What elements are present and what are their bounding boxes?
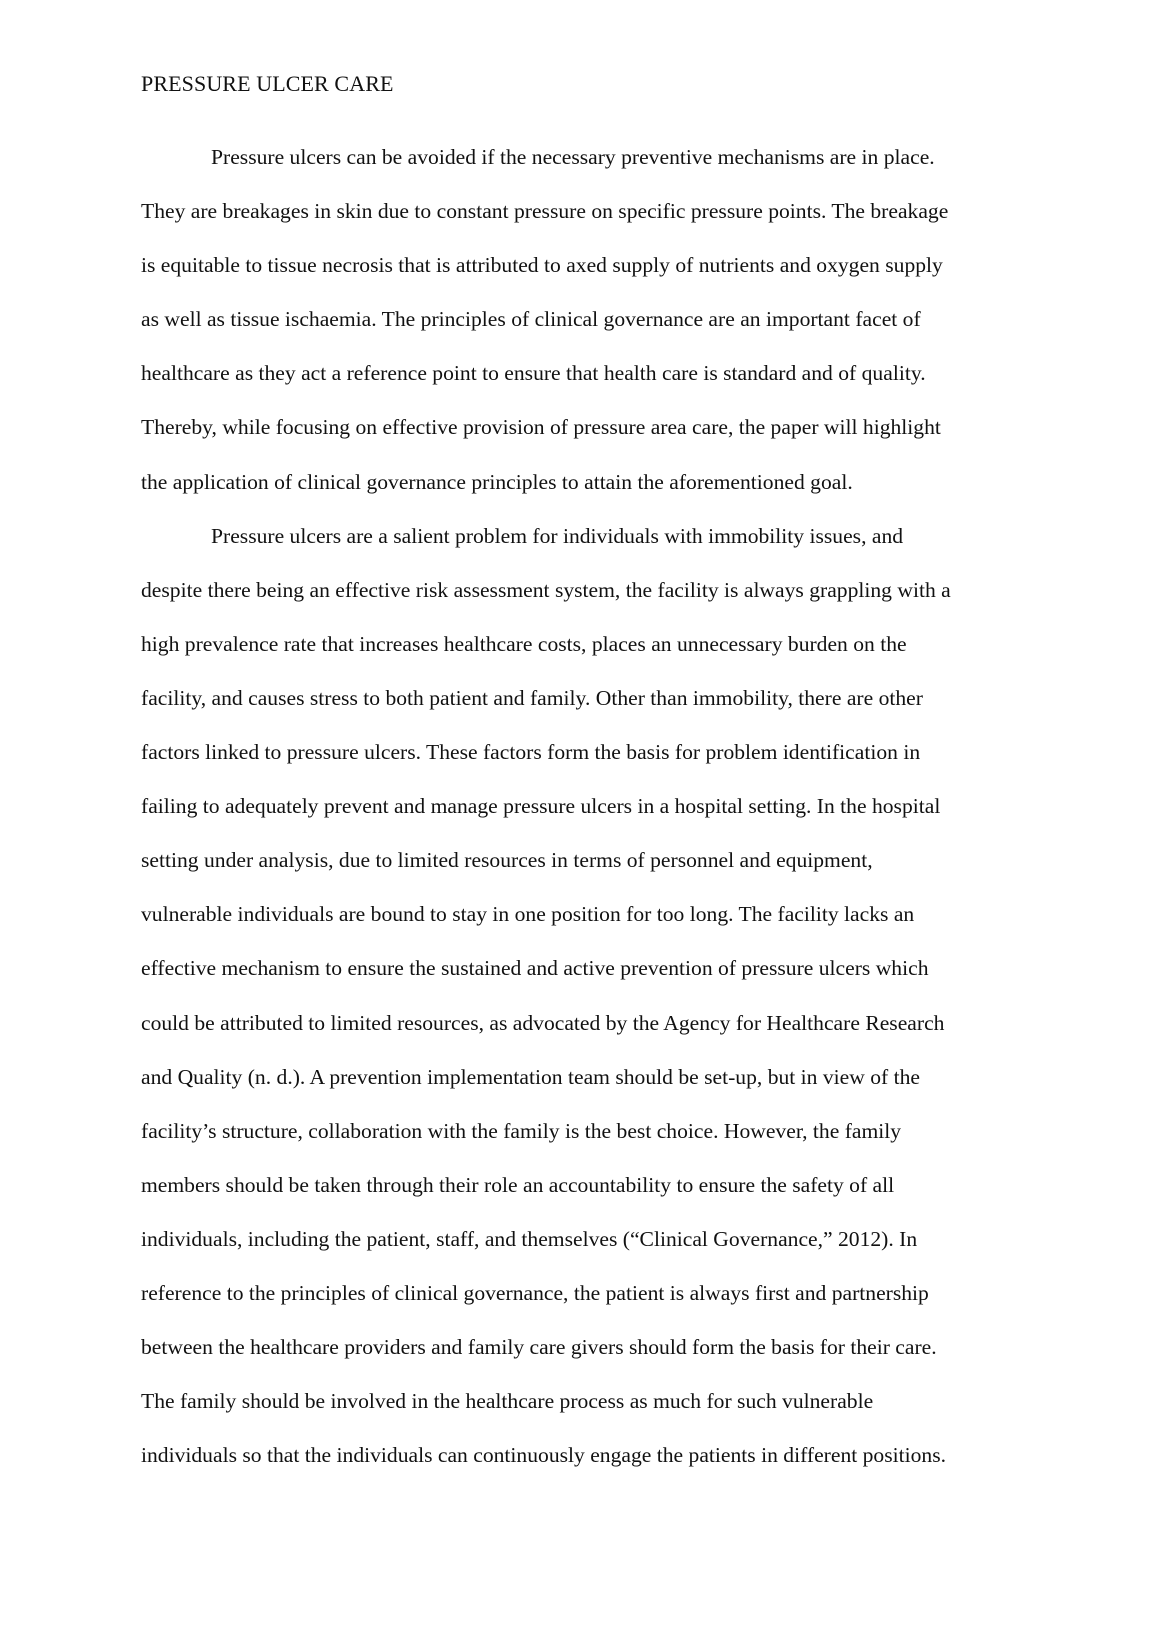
text-line: factors linked to pressure ulcers. These factors form the basis for problem identification in — [141, 740, 921, 765]
text-line: Pressure ulcers can be avoided if the necessary preventive mechanisms are in place. — [211, 145, 935, 169]
text-line: as well as tissue ischaemia. The principles of clinical governance are an important facet of — [141, 307, 921, 332]
text-line: failing to adequately prevent and manage pressure ulcers in a hospital setting. In the hospital — [141, 794, 941, 819]
text-line: facility, and causes stress to both patient and family. Other than immobility, there are other — [141, 685, 923, 710]
text-line: despite there being an effective risk assessment system, the facility is always grappling with a — [141, 577, 951, 602]
text-line: facility’s structure, collaboration with the family is the best choice. However, the family — [141, 1118, 902, 1143]
body-text — [141, 130, 1017, 1482]
text-line: individuals, including the patient, staff, and themselves (“Clinical Governance,” 2012). In — [141, 1226, 918, 1251]
running-head: PRESSURE ULCER CARE — [141, 71, 394, 96]
paragraph-2 — [141, 509, 1017, 1483]
text-line: could be attributed to limited resources, as advocated by the Agency for Healthcare Research — [141, 1010, 945, 1035]
text-line: healthcare as they act a reference point to ensure that health care is standard and of quality. — [141, 361, 926, 386]
text-line: is equitable to tissue necrosis that is attributed to axed supply of nutrients and oxygen supply — [141, 253, 943, 278]
text-line: reference to the principles of clinical governance, the patient is always first and partnership — [141, 1280, 929, 1305]
text-line: members should be taken through their role an accountability to ensure the safety of all — [141, 1172, 895, 1197]
text-line: effective mechanism to ensure the sustained and active prevention of pressure ulcers which — [141, 956, 929, 981]
text-line: high prevalence rate that increases healthcare costs, places an unnecessary burden on the — [141, 631, 907, 656]
paragraph-1 — [141, 130, 1017, 509]
text-line: setting under analysis, due to limited resources in terms of personnel and equipment, — [141, 848, 873, 873]
text-line: Pressure ulcers are a salient problem for individuals with immobility issues, and — [211, 523, 904, 548]
text-line: Thereby, while focusing on effective provision of pressure area care, the paper will highlight — [141, 415, 941, 440]
text-line: and Quality (n. d.). A prevention implementation team should be set-up, but in view of the — [141, 1064, 921, 1089]
text-line: The family should be involved in the healthcare process as much for such vulnerable — [141, 1389, 874, 1414]
text-line: vulnerable individuals are bound to stay in one position for too long. The facility lacks an — [141, 902, 915, 927]
text-line: individuals so that the individuals can continuously engage the patients in different positions. — [141, 1443, 947, 1468]
text-line: They are breakages in skin due to constant pressure on specific pressure points. The breakage — [141, 199, 949, 224]
text-line: the application of clinical governance principles to attain the aforementioned goal. — [141, 469, 853, 494]
text-line: between the healthcare providers and family care givers should form the basis for their care. — [141, 1335, 937, 1360]
